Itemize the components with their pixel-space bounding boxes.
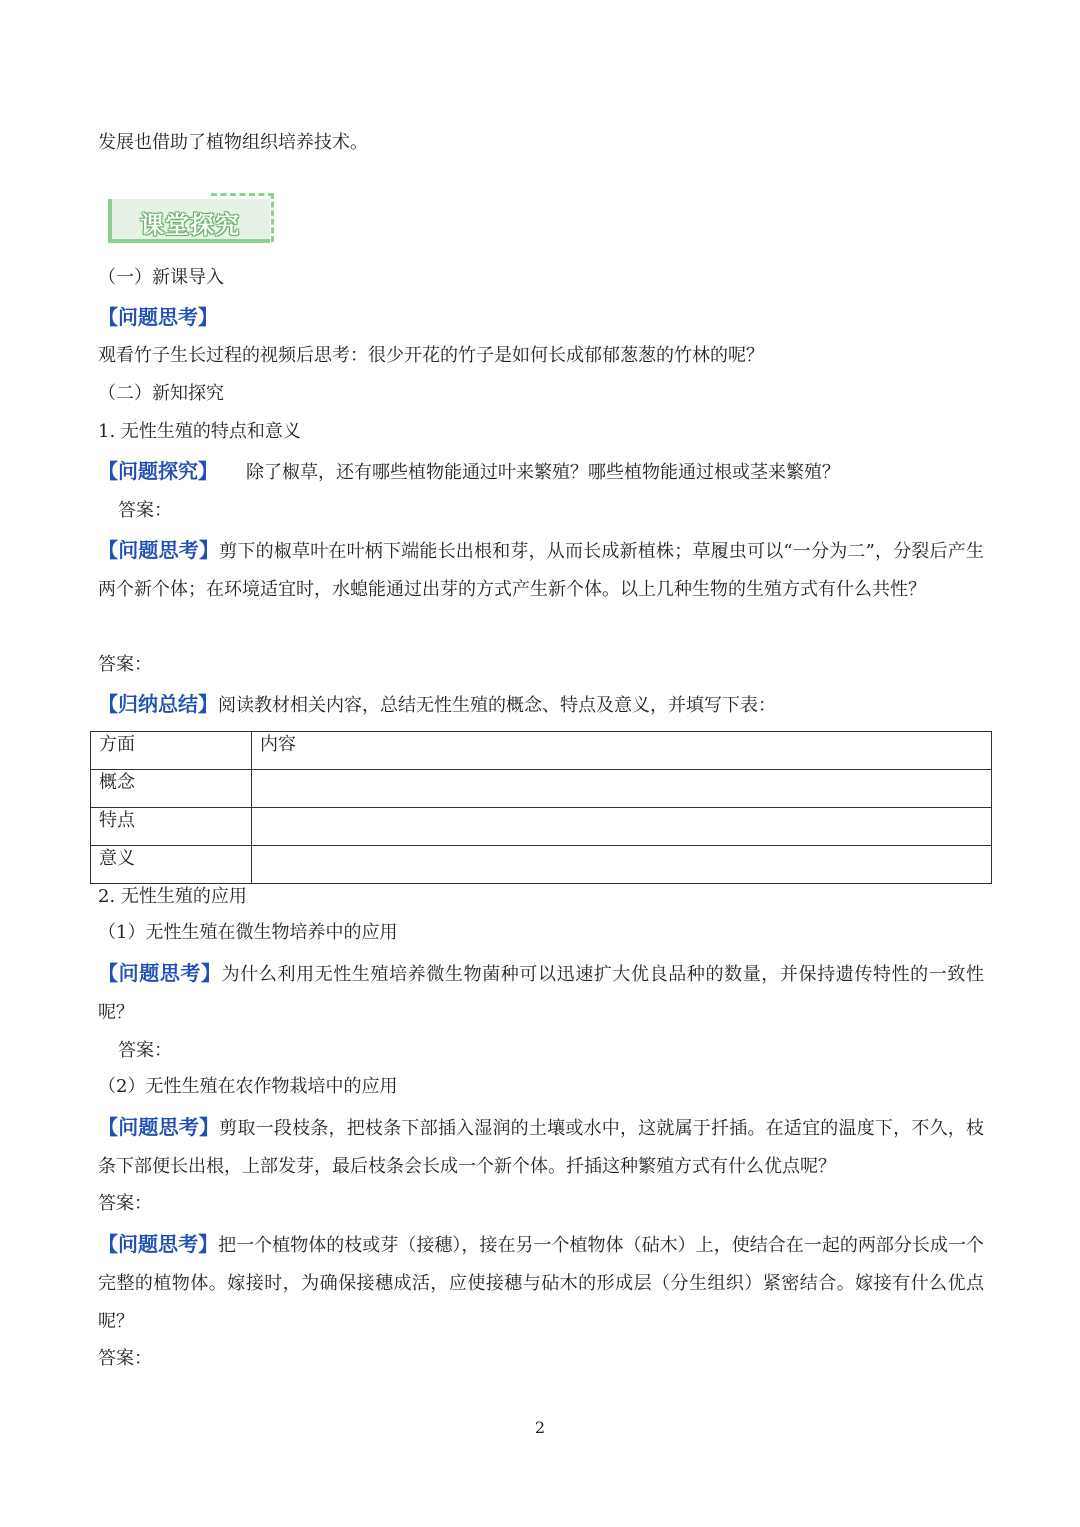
- topic-heading: 2. 无性生殖的应用: [98, 886, 247, 907]
- question-paragraph: [98, 1225, 984, 1341]
- subsection-heading: （2）无性生殖在农作物栽培中的应用: [98, 1076, 398, 1097]
- tag-label: 【问题思考】: [98, 538, 220, 562]
- paragraph: 观看竹子生长过程的视频后思考：很少开花的竹子是如何长成郁郁葱葱的竹林的呢？: [98, 345, 764, 366]
- answer-label: 答案：: [118, 500, 172, 521]
- topic-heading: 1. 无性生殖的特点和意义: [98, 421, 301, 442]
- tag-label: 【问题探究】: [98, 459, 218, 483]
- table-row: [91, 770, 992, 808]
- badge-label: 课堂探究: [140, 211, 240, 239]
- question-paragraph: [98, 954, 984, 1032]
- question-paragraph: [98, 691, 776, 719]
- tag-label: 【问题思考】: [98, 1115, 220, 1139]
- section-badge: [104, 193, 274, 245]
- summary-table: [90, 731, 992, 884]
- question-text: 剪取一段枝条，把枝条下部插入湿润的土壤或水中，这就属于扦插。在适宜的温度下，不久，枝条下部便长出根，上部发芽，最后枝条会长成一个新个体。扦插这种繁殖方式有什么优点呢？: [98, 1118, 985, 1177]
- question-tag: [98, 304, 218, 332]
- question-text: 把一个植物体的枝或芽（接穗），接在另一个植物体（砧木）上，使结合在一起的两部分长成一个完整的植物体。嫁接时，为确保接穗成活，应使接穗与砧木的形成层（分生组织）紧密结合。嫁接有什么优点呢？: [98, 1235, 984, 1332]
- table-header-row: [91, 732, 992, 770]
- tag-label: 【问题思考】: [98, 305, 218, 329]
- question-text: 为什么利用无性生殖培养微生物菌种可以迅速扩大优良品种的数量，并保持遗传特性的一致性呢？: [98, 964, 984, 1023]
- table-cell: 意义: [91, 846, 252, 884]
- tag-label: 【问题思考】: [98, 1232, 219, 1256]
- table-cell: [252, 846, 992, 884]
- table-header-cell: 内容: [252, 732, 992, 770]
- question-text: 除了椒草，还有哪些植物能通过叶来繁殖？哪些植物能通过根或茎来繁殖？: [246, 462, 840, 483]
- tag-label: 【归纳总结】: [98, 692, 218, 716]
- paragraph: 发展也借助了植物组织培养技术。: [98, 132, 368, 153]
- table-row: [91, 808, 992, 846]
- subsection-heading: （一）新课导入: [98, 267, 224, 288]
- answer-label: 答案：: [98, 654, 152, 675]
- question-text: 阅读教材相关内容，总结无性生殖的概念、特点及意义，并填写下表：: [218, 695, 776, 716]
- subsection-heading: （二）新知探究: [98, 383, 224, 404]
- question-text: 剪下的椒草叶在叶柄下端能长出根和芽，从而长成新植株；草履虫可以“一分为二”，分裂后产生两个新个体；在环境适宜时，水螅能通过出芽的方式产生新个体。以上几种生物的生殖方式有什么共性？: [98, 541, 984, 600]
- tag-label: 【问题思考】: [98, 961, 222, 985]
- table-cell: [252, 808, 992, 846]
- table-cell: 概念: [91, 770, 252, 808]
- question-paragraph: [98, 531, 984, 609]
- question-paragraph: [98, 458, 840, 486]
- answer-label: 答案：: [98, 1193, 152, 1214]
- page-number: 2: [534, 1418, 546, 1437]
- question-paragraph: [98, 1108, 984, 1186]
- subsection-heading: （1）无性生殖在微生物培养中的应用: [98, 922, 398, 943]
- answer-label: 答案：: [118, 1040, 172, 1061]
- table-cell: [252, 770, 992, 808]
- table-header-cell: 方面: [91, 732, 252, 770]
- answer-label: 答案：: [98, 1348, 152, 1369]
- table-row: [91, 846, 992, 884]
- table-cell: 特点: [91, 808, 252, 846]
